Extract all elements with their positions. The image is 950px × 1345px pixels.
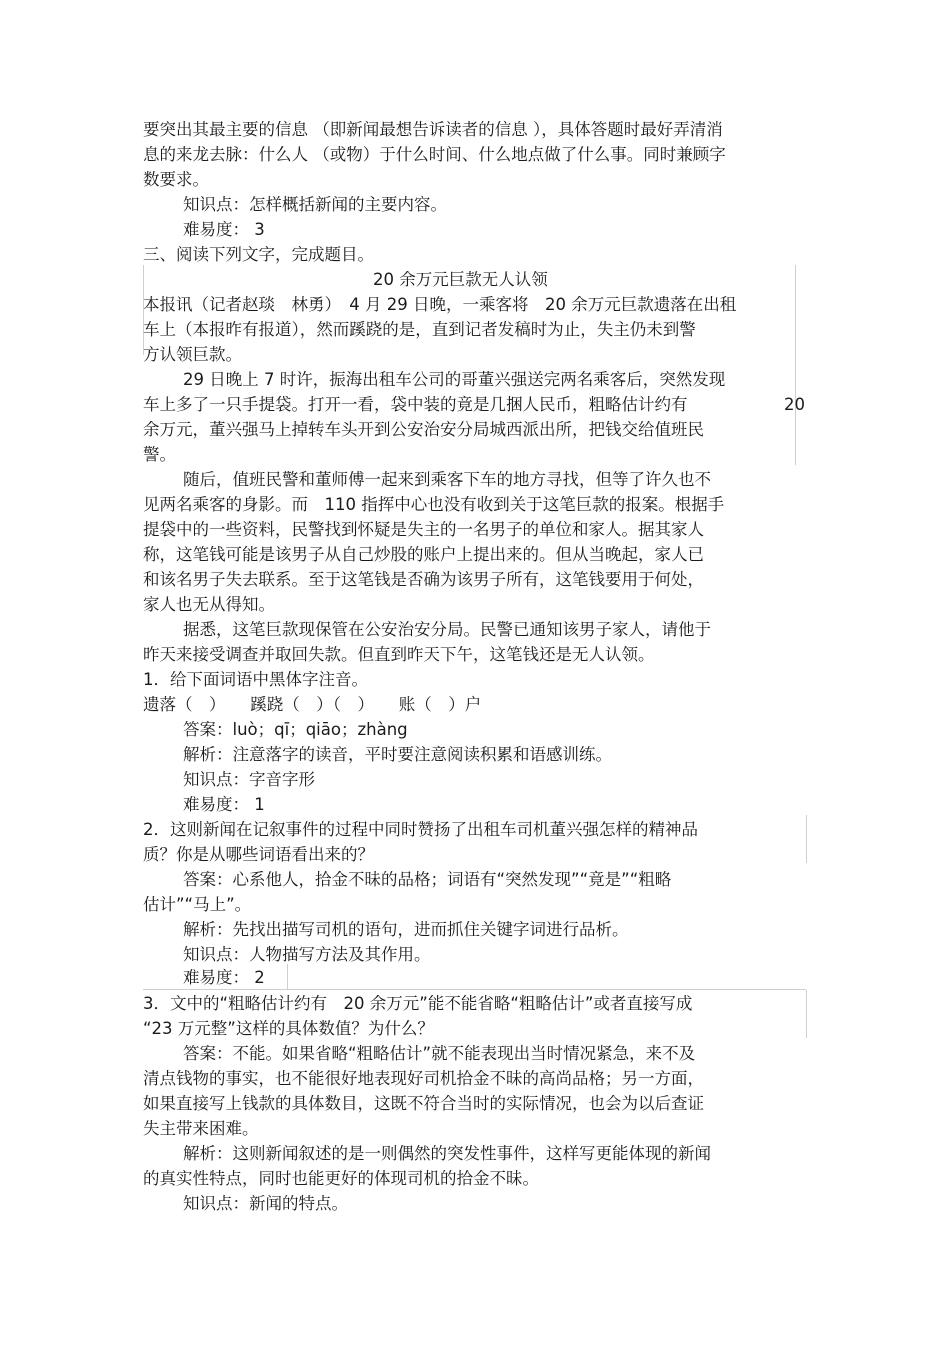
stray-number: 20 [784,395,805,414]
article-line: 余万元，董兴强马上掉转车头开到公安治安分局城西派出所，把钱交给值班民 [143,420,704,439]
article-line: 警。 [143,445,176,464]
article-line: 称，这笔钱可能是该男子从自己炒股的账户上提出来的。但从当晚起，家人已 [143,545,704,564]
article-line: 据悉，这笔巨款现保管在公安治安分局。民警已通知该男子家人，请他于 [183,620,711,639]
knowledge-point: 知识点：人物描写方法及其作用。 [183,945,431,964]
border-line [795,265,796,465]
border-line [287,964,288,989]
knowledge-point: 知识点：字音字形 [183,770,315,789]
difficulty: 难易度： 1 [183,795,265,814]
knowledge-point: 知识点：怎样概括新闻的主要内容。 [183,195,447,214]
analysis-3: 解析：这则新闻叙述的是一则偶然的突发性事件，这样写更能体现的新闻 [183,1144,711,1163]
article-line: 见两名乘客的身影。而 110 指挥中心也没有收到关于这笔巨款的报案。根据手 [143,495,725,514]
question-1: 1．给下面词语中黑体字注音。 [143,670,368,689]
question-3: “23 万元整”这样的具体数值？为什么？ [143,1019,434,1038]
border-line [806,815,807,863]
difficulty: 难易度： 2 [183,968,265,987]
answer-3: 答案：不能。如果省略“粗略估计”就不能表现出当时情况紧急，来不及 [183,1044,696,1063]
question-3: 3．文中的“粗略估计约有 20 余万元”能不能省略“粗略估计”或者直接写成 [143,994,693,1013]
answer-2: 估计”“马上”。 [143,895,252,914]
answer-1: 答案：luò；qī；qiāo；zhàng [183,720,408,739]
article-line: 和该名男子失去联系。至于这笔钱是否确为该男子所有，这笔钱要用于何处， [143,570,704,589]
article-line: 方认领巨款。 [143,345,242,364]
article-line: 昨天来接受调查并取回失款。但直到昨天下午，这笔钱还是无人认领。 [143,645,655,664]
article-line: 家人也无从得知。 [143,595,275,614]
analysis-2: 解析：先找出描写司机的语句，进而抓住关键字词进行品析。 [183,920,629,939]
article-line: 随后，值班民警和董师傅一起来到乘客下车的地方寻找，但等了许久也不 [183,470,711,489]
analysis-1: 解析：注意落字的读音，平时要注意阅读积累和语感训练。 [183,745,612,764]
answer-3: 清点钱物的事实，也不能很好地表现好司机拾金不昧的高尚品格；另一方面， [143,1069,704,1088]
answer-2: 答案：心系他人，拾金不昧的品格；词语有“突然发现”“竟是”“粗略 [183,870,672,889]
question-2: 2．这则新闻在记叙事件的过程中同时赞扬了出租车司机董兴强怎样的精神品 [143,820,698,839]
text-line: 息的来龙去脉：什么人 （或物）于什么时间、什么地点做了什么事。同时兼顾字 [143,145,726,164]
article-line: 车上（本报昨有报道），然而蹊跷的是，直到记者发稿时为止，失主仍未到警 [143,320,696,339]
analysis-3: 的真实性特点，同时也能更好的体现司机的拾金不昧。 [143,1169,539,1188]
answer-3: 失主带来困难。 [143,1119,259,1138]
answer-3: 如果直接写上钱款的具体数目，这既不符合当时的实际情况，也会为以后查证 [143,1094,704,1113]
section-heading: 三、阅读下列文字，完成题目。 [143,245,374,264]
article-line: 本报讯（记者赵琰 林勇） 4 月 29 日晚，一乘客将 20 余万元巨款遗落在出租 [143,295,737,314]
article-line: 车上多了一只手提袋。打开一看，袋中装的竟是几捆人民币，粗略估计约有 [143,395,688,414]
knowledge-point: 知识点：新闻的特点。 [183,1194,348,1213]
border-line [806,990,807,1038]
question-2: 质？你是从哪些词语看出来的？ [143,845,374,864]
article-line: 提袋中的一些资料，民警找到怀疑是失主的一名男子的单位和家人。据其家人 [143,520,704,539]
question-1-words: 遗落（ ） 蹊跷（ ）（ ） 账（ ）户 [143,695,482,714]
difficulty: 难易度： 3 [183,220,265,239]
article-title: 20 余万元巨款无人认领 [373,270,548,289]
article-line: 29 日晚上 7 时许，振海出租车公司的哥董兴强送完两名乘客后，突然发现 [183,370,726,389]
text-line: 数要求。 [143,170,209,189]
text-line: 要突出其最主要的信息 （即新闻最想告诉读者的信息 ），具体答题时最好弄清消 [143,120,723,139]
